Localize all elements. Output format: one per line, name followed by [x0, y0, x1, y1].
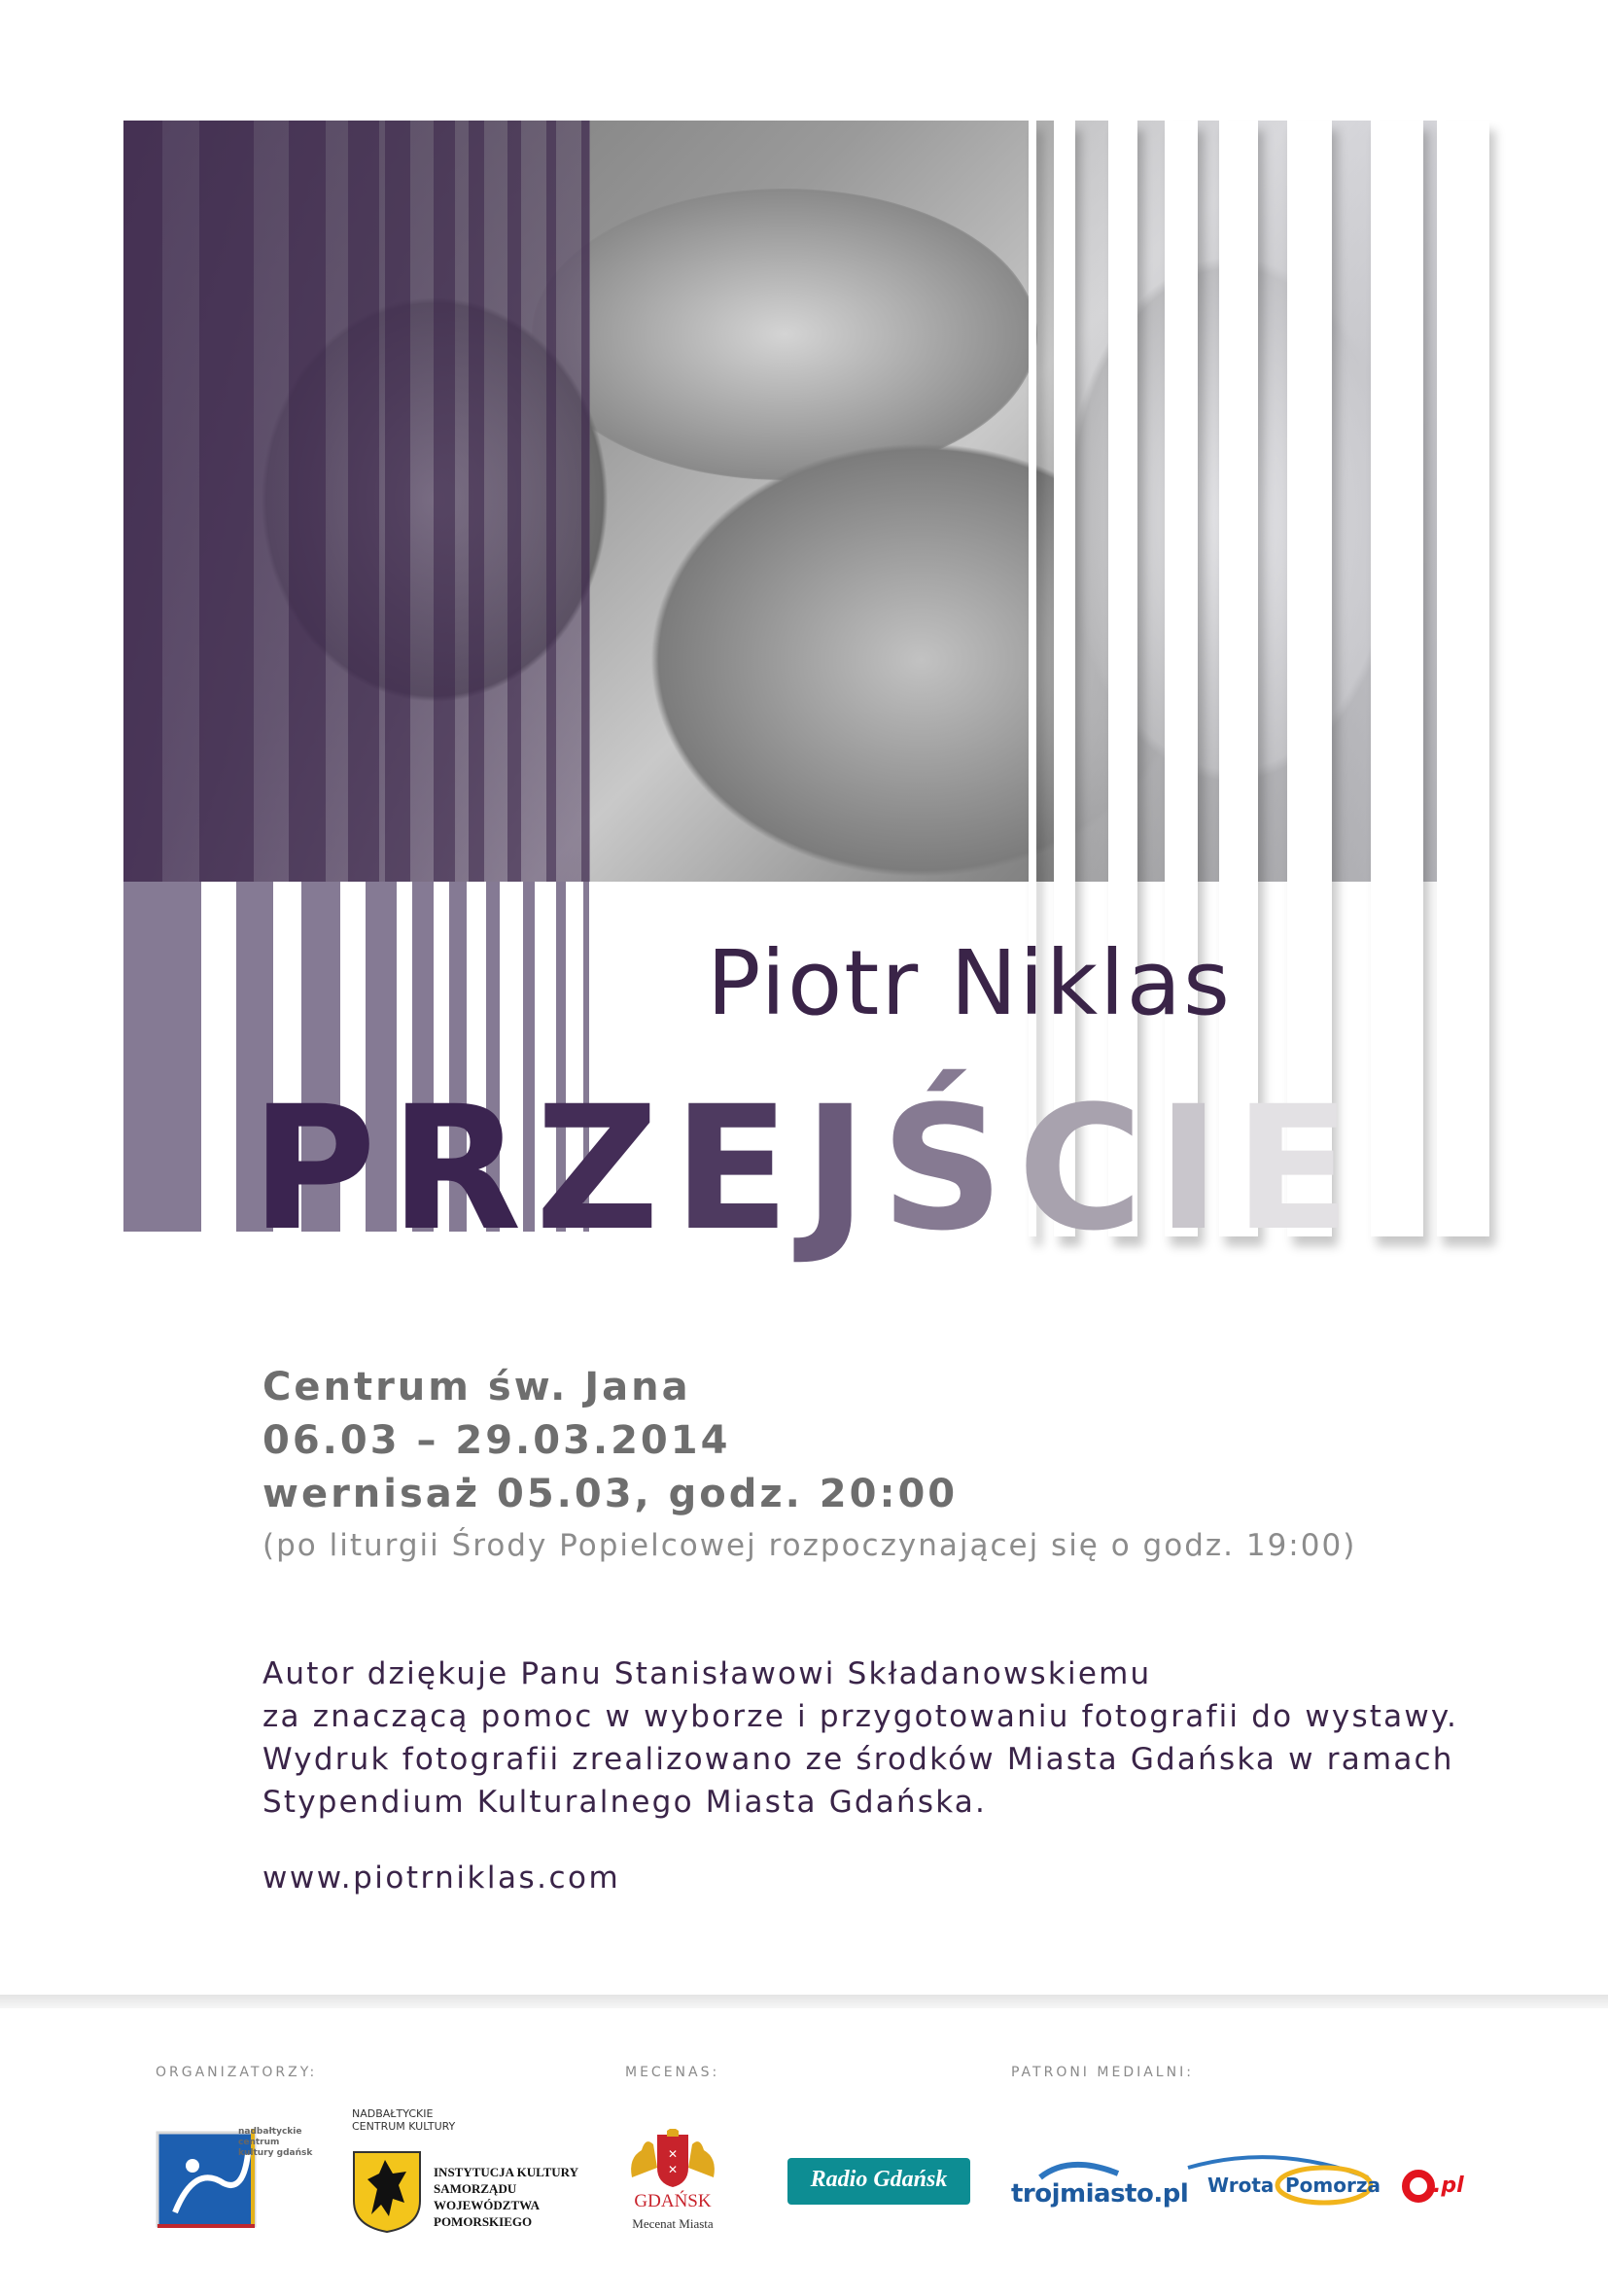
opl-logo — [1402, 2170, 1470, 2209]
stripe — [1437, 121, 1489, 1236]
trojmiasto-text: trojmiasto.pl — [1011, 2179, 1189, 2209]
stripe — [348, 121, 379, 882]
institution-line-3: WOJEWÓDZTWA — [434, 2198, 541, 2212]
nck-header-line-2: CENTRUM KULTURY — [352, 2120, 456, 2133]
gdansk-crest-icon — [624, 2129, 721, 2189]
title-letter: E — [673, 1069, 804, 1269]
stripe — [199, 121, 236, 882]
nck-header-line-1: NADBAŁTYCKIE — [352, 2107, 434, 2120]
thanks-line-1: Autor dziękuje Panu Stanisławowi Składanowskiemu — [262, 1656, 1152, 1691]
stripe — [546, 121, 556, 882]
radio-gdansk-logo — [787, 2158, 970, 2205]
title-letter: E — [1234, 1069, 1365, 1269]
title-letter: I — [1156, 1069, 1235, 1269]
institution-line-2: SAMORZĄDU — [434, 2181, 517, 2196]
artist-name: Piotr Niklas — [707, 931, 1232, 1035]
organizers-label: ORGANIZATORZY: — [156, 2065, 318, 2080]
institution-line-4: POMORSKIEGO — [434, 2214, 533, 2229]
nck-header — [352, 2107, 455, 2133]
stripe — [385, 121, 410, 882]
opening-info: wernisaż 05.03, godz. 20:00 — [262, 1472, 959, 1516]
media-label: PATRONI MEDIALNI: — [1011, 2065, 1194, 2080]
wrota-pomorza-logo — [1178, 2148, 1381, 2207]
thanks-line-4: Stypendium Kulturalnego Miasta Gdańska. — [262, 1785, 988, 1820]
title-letter: J — [803, 1069, 881, 1269]
footer-divider — [0, 1995, 1608, 2008]
svg-text:✕: ✕ — [667, 2147, 679, 2161]
title-letter: C — [1017, 1069, 1157, 1269]
thanks-line-2: za znaczącą pomoc w wyborze i przygotowaniu fotografii do wystawy. — [262, 1699, 1459, 1734]
title-letter: R — [390, 1069, 536, 1269]
opl-text: .pl — [1433, 2174, 1464, 2198]
trojmiasto-logo — [1011, 2154, 1189, 2212]
title-letter: Z — [535, 1069, 674, 1269]
svg-text:✕: ✕ — [667, 2163, 679, 2176]
wrota-text: Wrota — [1207, 2174, 1275, 2197]
stripe — [236, 121, 254, 882]
nck-small-text: nadbałtyckie centrum kultury gdańsk — [238, 2127, 313, 2158]
patron-label: MECENAS: — [625, 2065, 720, 2080]
stripe — [123, 882, 201, 1232]
institution-text — [434, 2164, 578, 2230]
hero-photo — [123, 121, 1489, 882]
thanks-line-3: Wydruk fotografii zrealizowano ze środków Miasta Gdańska w ramach — [262, 1742, 1454, 1777]
stripe — [581, 121, 589, 882]
venue: Centrum św. Jana — [262, 1365, 691, 1409]
stripe — [123, 121, 162, 882]
opening-note: (po liturgii Środy Popielcowej rozpoczynającej się o godz. 19:00) — [262, 1528, 1357, 1563]
website-link[interactable]: www.piotrniklas.com — [262, 1861, 621, 1896]
title-letter: P — [251, 1069, 390, 1269]
griffin-crest-icon — [352, 2150, 422, 2234]
institution-line-1: INSTYTUCJA KULTURY — [434, 2165, 578, 2179]
stripe — [1371, 121, 1423, 1236]
exhibition-title — [251, 1069, 1365, 1269]
stripe — [469, 121, 484, 882]
title-letter: Ś — [880, 1069, 1018, 1269]
stripe — [289, 121, 326, 882]
exhibition-dates: 06.03 – 29.03.2014 — [262, 1418, 731, 1463]
stripe — [507, 121, 521, 882]
pomorza-text: Pomorza — [1285, 2174, 1381, 2197]
gdansk-name: GDAŃSK — [634, 2191, 712, 2211]
stripe — [434, 121, 455, 882]
radio-gdansk-text: Radio Gdańsk — [810, 2167, 948, 2192]
gdansk-sub: Mecenat Miasta — [632, 2216, 714, 2231]
